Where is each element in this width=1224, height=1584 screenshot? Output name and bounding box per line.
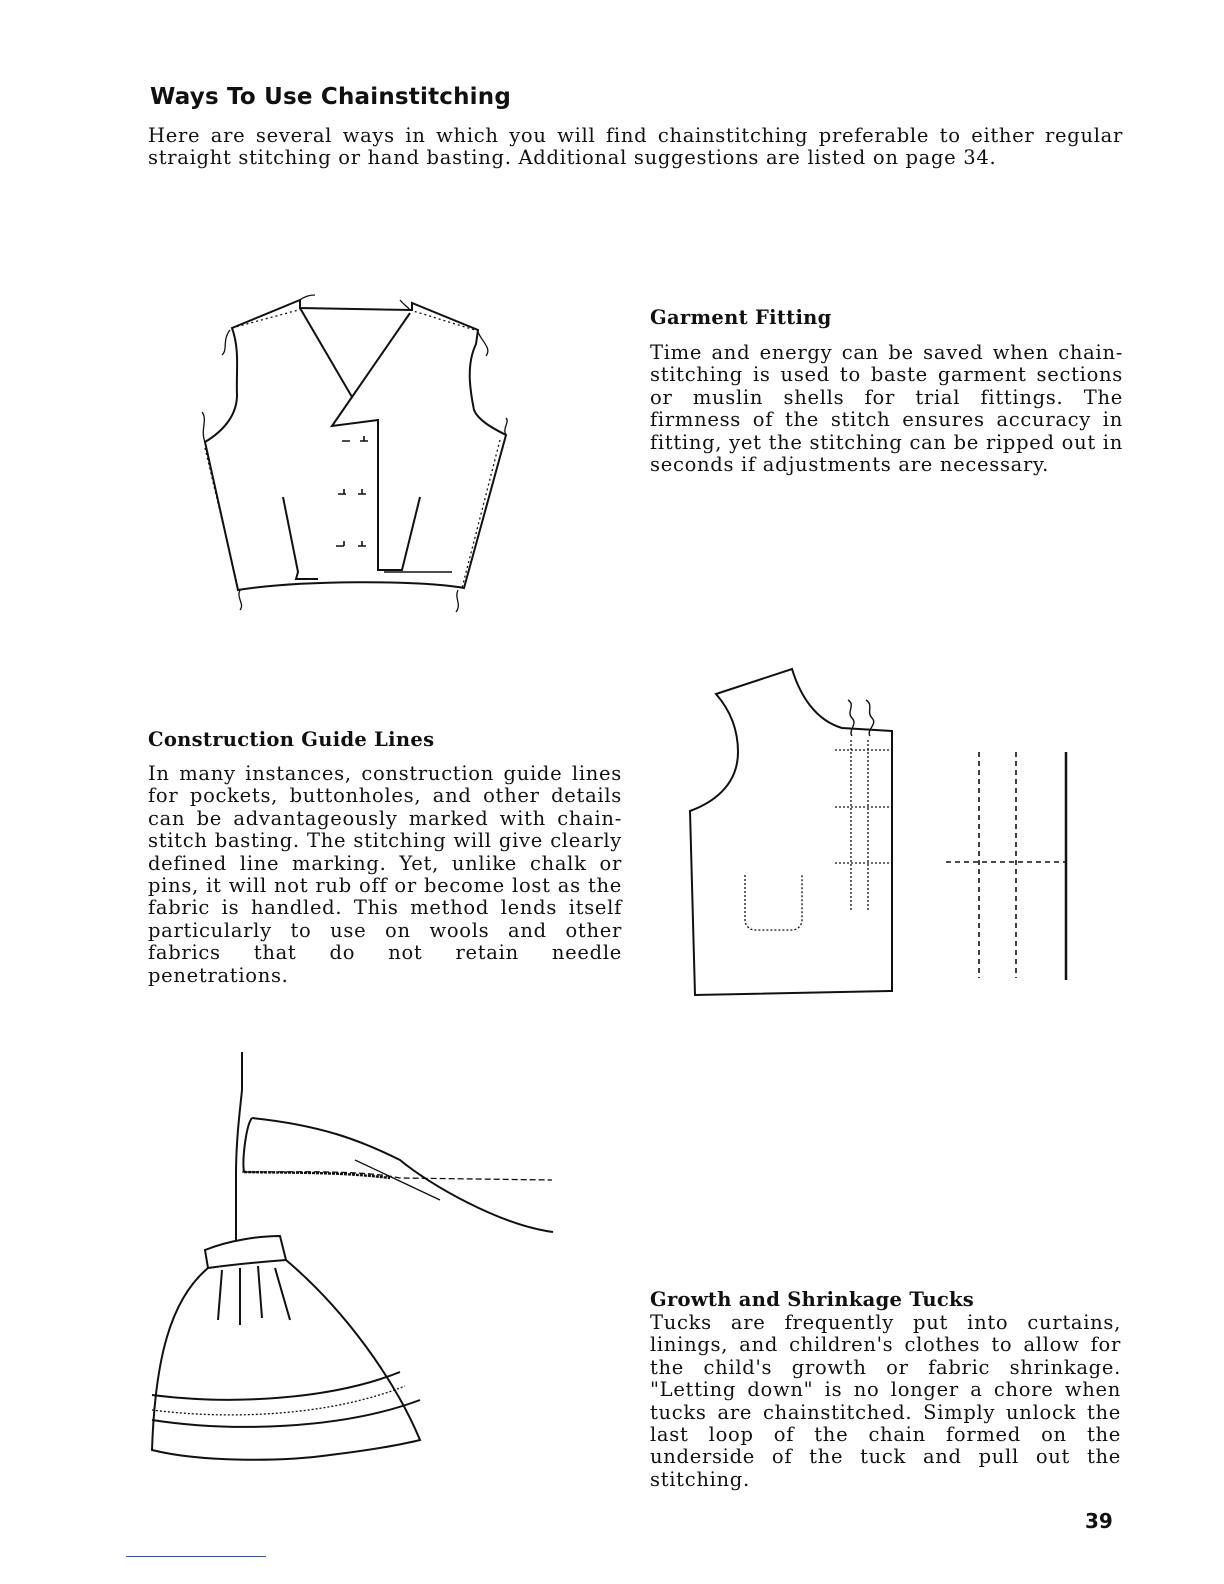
garment-fitting-body: Time and energy can be saved when chain-stitching is used to baste garment sections or muslin shells for trial fittings. The firmness of the stitch ensures accuracy in fitting, yet the stitching can be ripped out in seconds if adjustments are necessary. (650, 341, 1123, 477)
intro-paragraph: Here are several ways in which you will find chainstitching preferable to either regular straight stitching or hand basting. Additional suggestions are listed on page 34. (148, 124, 1123, 170)
growth-tucks-heading: Growth and Shrinkage Tucks (650, 1288, 975, 1311)
bottom-rule (126, 1556, 266, 1557)
garment-fitting-heading: Garment Fitting (650, 306, 832, 329)
construction-guide-body: In many instances, construction guide lines for pockets, buttonholes, and other details can be advantageously marked with chain-stitch basting. The stitching will give clearly defined line marking. Yet, unlike chalk or pins, it will not rub off or become lost as the fabric is handled. This method lends itself particularly to use on wools and other fabrics that do not retain needle penetrations. (148, 762, 622, 987)
growth-tucks-body: Tucks are frequently put into curtains, linings, and children's clothes to allow for the child's growth or fabric shrinkage. "Letting down" is no longer a chore when tucks are chainstitched. Simply unlock the last loop of the chain formed on the underside of the tuck and pull out the stitching. (650, 1311, 1121, 1491)
construction-guide-heading: Construction Guide Lines (148, 728, 435, 751)
page-title: Ways To Use Chainstitching (150, 84, 511, 110)
page-number: 39 (1085, 1509, 1113, 1533)
